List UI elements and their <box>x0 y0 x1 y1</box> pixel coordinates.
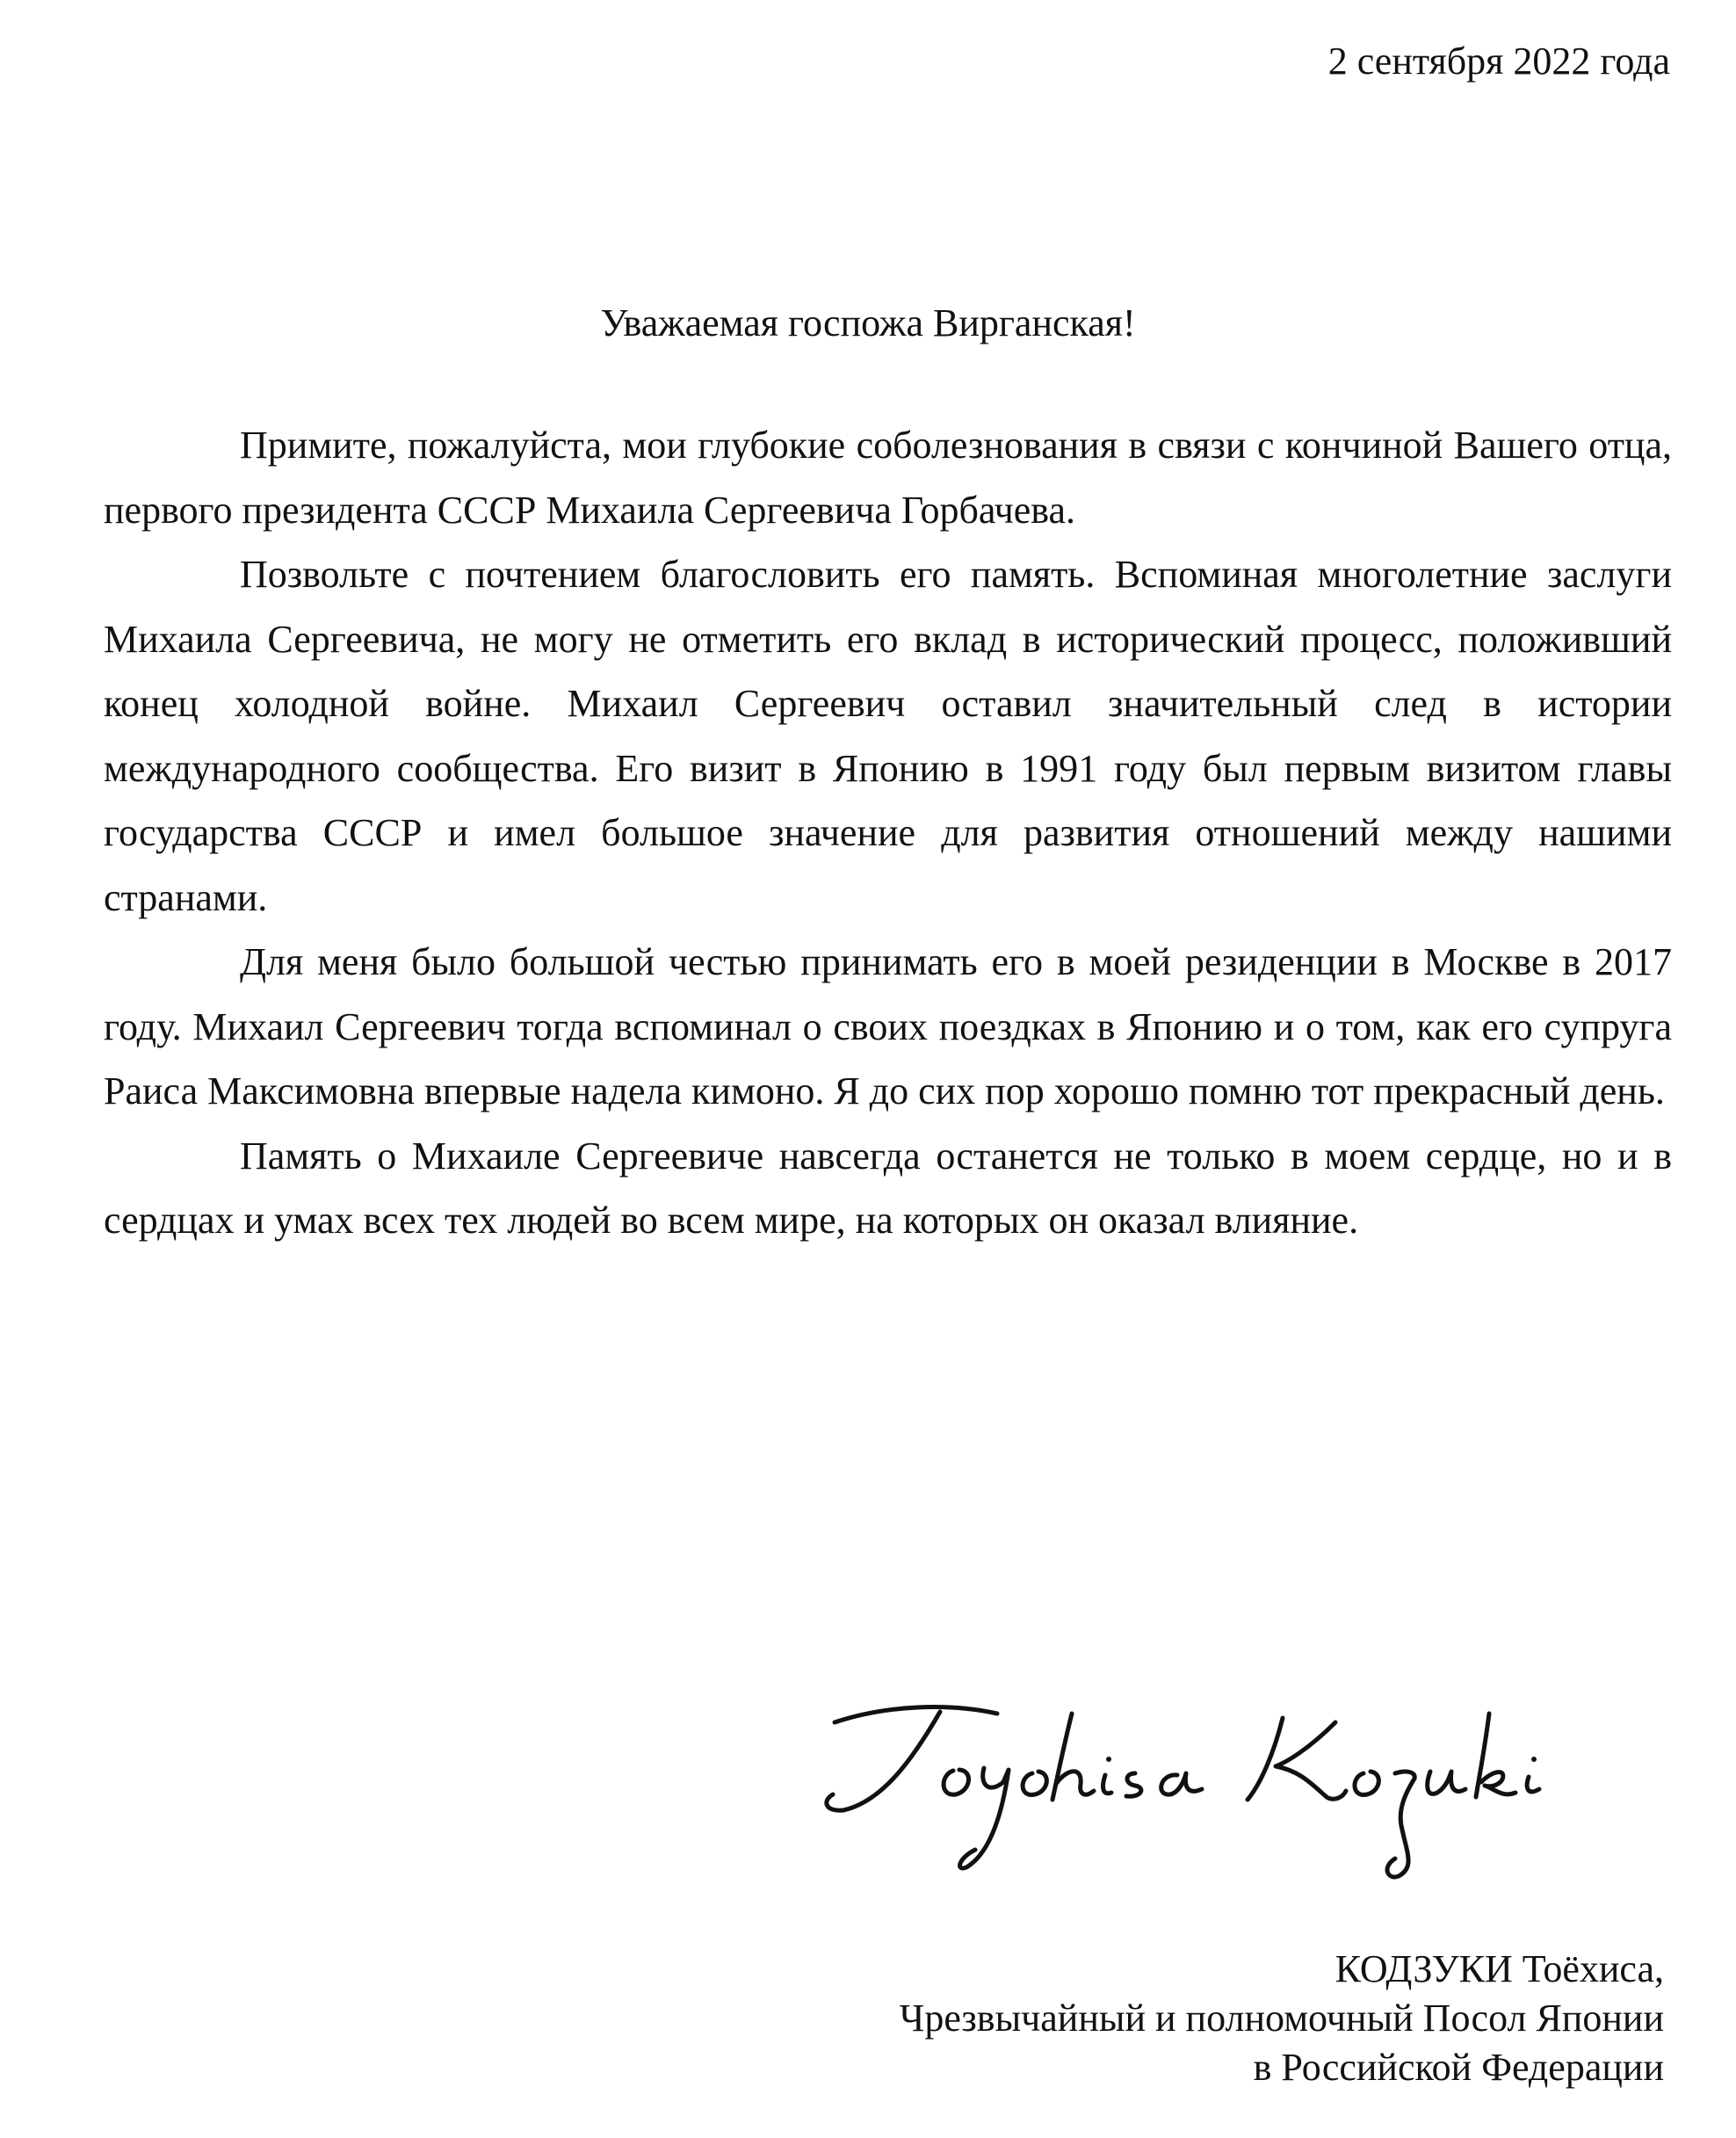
signer-name: КОДЗУКИ Тоёхиса, <box>1335 1947 1664 1990</box>
signer-location: в Российской Федерации <box>1253 2046 1664 2089</box>
paragraph-residence: Для меня было большой честью принимать его в моей резиденции в Москве в 2017 году. Михаил Сергеевич тогда вспоминал о своих поездках в Японию и о том, как его супруга Раиса Максимовна впервые надела кимоно. Я до сих пор хорошо помню тот прекрасный день. <box>104 940 1672 1112</box>
handwritten-signature <box>808 1687 1564 1889</box>
paragraph-memory: Позвольте с почтением благословить его память. Вспоминая многолетние заслуги Михаила Сергеевича, не могу не отметить его вклад в исторический процесс, положивший конец холодной войне. Михаил Сергеевич оставил значительный след в истории международного сообщества. Его визит в Японию в 1991 году был первым визитом главы государства СССР и имел большое значение для развития отношений между нашими странами. <box>104 553 1672 919</box>
letter-date: 2 сентября 2022 года <box>1327 40 1670 83</box>
letter-body <box>104 413 1672 1253</box>
signer-title: Чрезвычайный и полномочный Посол Японии <box>899 1997 1664 2040</box>
paragraph-condolences: Примите, пожалуйста, мои глубокие соболезнования в связи с кончиной Вашего отца, первого президента СССР Михаила Сергеевича Горбачева. <box>104 424 1672 532</box>
paragraph-closing: Память о Михаиле Сергеевиче навсегда останется не только в моем сердце, но и в сердцах и умах всех тех людей во всем мире, на которых он оказал влияние. <box>104 1134 1672 1242</box>
salutation: Уважаемая госпожа Вирганская! <box>600 301 1136 344</box>
signer-block <box>900 1945 1664 2092</box>
